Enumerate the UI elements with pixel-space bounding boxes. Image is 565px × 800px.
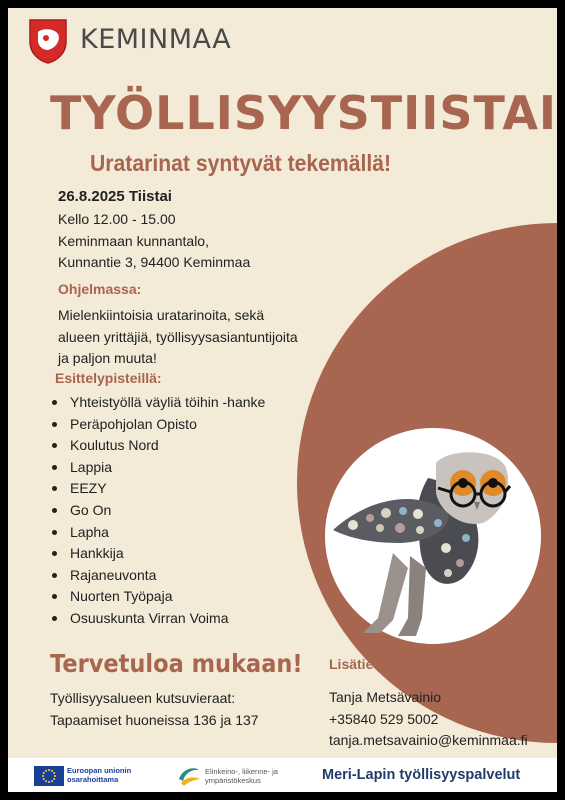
ely-text	[205, 767, 295, 785]
list-item: Peräpohjolan Opisto	[48, 414, 265, 436]
contact-heading: Lisätietoja:	[329, 656, 403, 672]
exhibitors-heading: Esittelypisteillä:	[55, 370, 162, 386]
list-item: Rajaneuvonta	[48, 565, 265, 587]
list-item: Lapha	[48, 522, 265, 544]
event-details	[58, 209, 250, 274]
ely-line-2: ympäristökeskus	[205, 776, 261, 785]
contact-email[interactable]: tanja.metsavainio@keminmaa.fi	[329, 732, 528, 748]
event-venue: Keminmaan kunnantalo,	[58, 232, 209, 249]
guest-line-1: Työllisyysalueen kutsuvieraat:	[50, 690, 236, 706]
ely-line-1: Elinkeino-, liikenne- ja	[205, 767, 278, 776]
contact-info	[329, 687, 528, 752]
eu-funding-text	[67, 766, 131, 784]
event-address: Kunnantie 3, 94400 Keminmaa	[58, 254, 251, 270]
program-text: Mielenkiintoisia uratarinoita, sekä alueen yrittäjiä, työllisyysasiantuntijoita ja paljon muuta!	[58, 307, 298, 366]
poster	[8, 8, 557, 792]
list-item: Nuorten Työpaja	[48, 586, 265, 608]
eu-line-2: osarahoittama	[67, 775, 119, 784]
guest-line-2: Tapaamiset huoneissa 136 ja 137	[50, 711, 259, 728]
list-item: Osuuskunta Virran Voima	[48, 608, 265, 630]
contact-phone[interactable]: +35840 529 5002	[329, 710, 439, 727]
program-heading: Ohjelmassa:	[58, 281, 142, 297]
ely-logo-icon	[176, 763, 202, 787]
list-item: Lappia	[48, 457, 265, 479]
event-date: 26.8.2025 Tiistai	[58, 188, 172, 205]
list-item: Koulutus Nord	[48, 435, 265, 457]
welcome-heading: Tervetuloa mukaan!	[50, 649, 303, 678]
list-item: Hankkija	[48, 543, 265, 565]
page-title: TYÖLLISYYSTIISTAI	[50, 86, 557, 140]
eu-flag-icon	[34, 766, 64, 786]
exhibitor-list	[48, 392, 265, 630]
list-item: Go On	[48, 500, 265, 522]
brand-name: KEMINMAA	[80, 24, 232, 55]
contact-name: Tanja Metsävainio	[329, 689, 442, 705]
page-subtitle: Uratarinat syntyvät tekemällä!	[90, 150, 392, 176]
guest-info	[50, 688, 259, 731]
eu-line-1: Euroopan unionin	[67, 766, 132, 775]
footer	[8, 758, 557, 792]
list-item: EEZY	[48, 478, 265, 500]
keminmaa-coat-of-arms-icon	[28, 18, 68, 64]
list-item: Yhteistyöllä väyliä töihin -hanke	[48, 392, 265, 414]
event-time: Kello 12.00 - 15.00	[58, 211, 176, 227]
service-name: Meri-Lapin työllisyyspalvelut	[322, 767, 521, 783]
